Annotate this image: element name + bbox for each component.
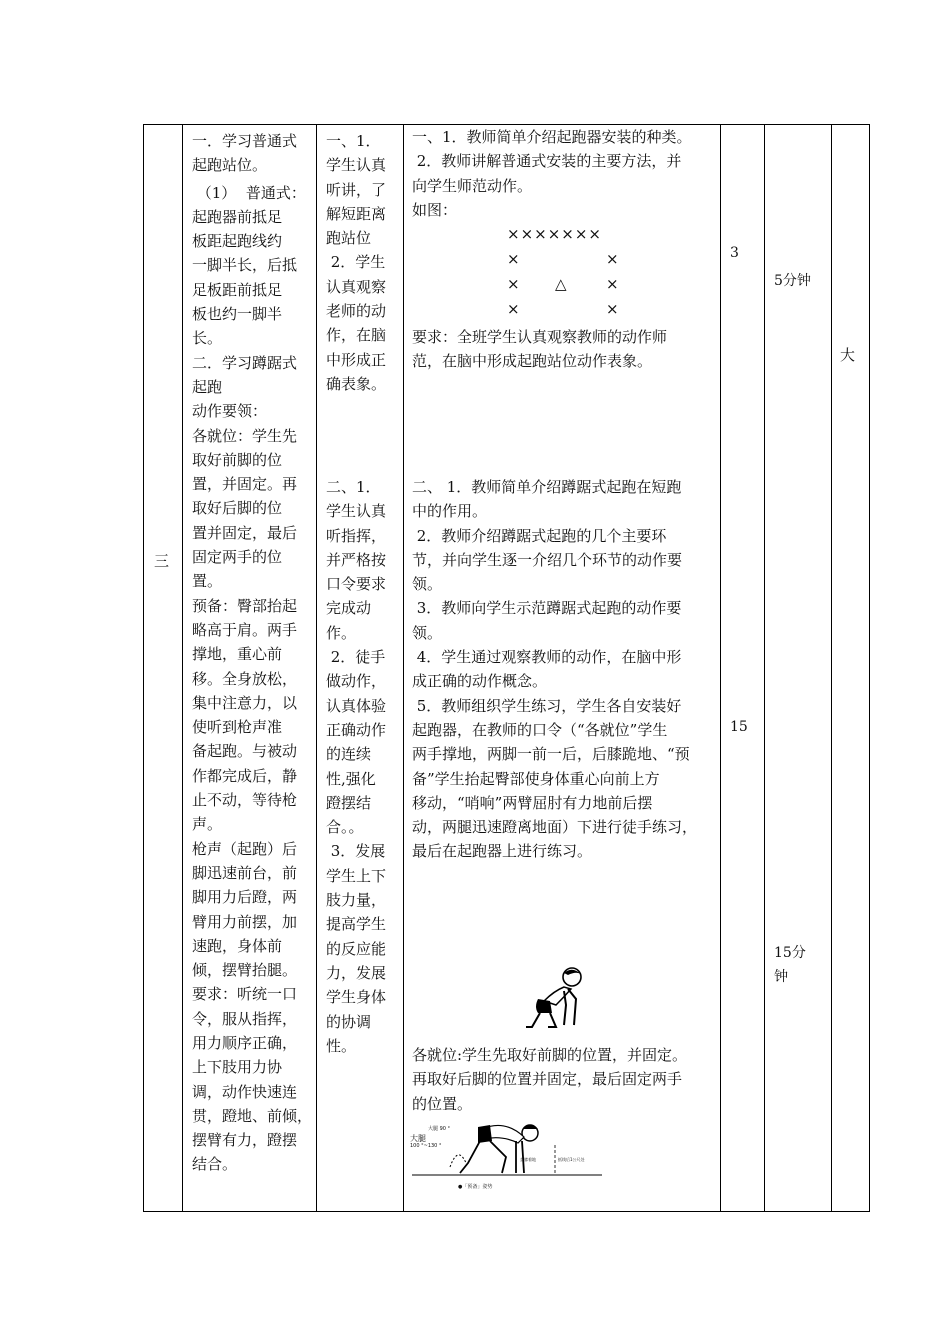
line: 性,强化 (326, 769, 376, 788)
line: 足板距前抵足 (192, 280, 283, 299)
teacher-part2 (412, 475, 720, 864)
duration-line: 15分 (774, 945, 806, 961)
line: 中形成正 (326, 350, 387, 369)
line: 备起跑。与被动 (192, 742, 298, 761)
fig-label: 100 °~130 ° (410, 1143, 442, 1149)
line: 肢力量， (326, 891, 387, 910)
line: 集中注意力，以 (192, 693, 298, 712)
on-your-marks-illustration (524, 965, 604, 1037)
line: 速跑，身体前 (192, 936, 283, 955)
line: 的反应能 (326, 939, 387, 958)
line: 性。 (326, 1036, 357, 1055)
formation-mark: × (507, 275, 520, 293)
line: 节，并向学生逐一介绍几个环节的动作要 (412, 550, 683, 569)
line: 各就位：学生先 (192, 426, 298, 445)
teacher-caption (412, 1043, 720, 1116)
line: 二．学习蹲踞式 (192, 353, 298, 372)
line: 贯，蹬地、前倾， (192, 1106, 313, 1125)
line: 的协调 (326, 1012, 372, 1031)
line: 动，两腿迅速蹬离地面）下进行徒手练习， (412, 818, 698, 837)
line: 使听到枪声准 (192, 718, 283, 737)
line: 枪声（起跑）后 (192, 839, 298, 858)
line: 解短距离 (326, 204, 387, 223)
line: 最后在起跑器上进行练习。 (412, 842, 593, 861)
duration-part2 (774, 941, 806, 989)
line: 撑地，重心前 (192, 645, 283, 664)
line: 脚迅速前台，前 (192, 863, 298, 882)
formation-mark: × (507, 250, 520, 268)
line: 预备：臀部抬起 (192, 596, 298, 615)
line: 口令要求 (326, 575, 387, 594)
line: 范，在脑中形成起跑站位动作表象。 (412, 352, 653, 371)
line: 用力顺序正确， (192, 1033, 298, 1052)
line: 5．教师组织学生练习，学生各自安装好 (412, 696, 682, 715)
line: 取好后脚的位 (192, 499, 283, 518)
line: 的位置。 (412, 1094, 473, 1113)
student-part2 (326, 475, 406, 1058)
line: 学生上下 (326, 866, 387, 885)
line: 力，发展 (326, 963, 387, 982)
line: 领。 (412, 575, 443, 594)
line: 移动，“哨响”两臂屈肘有力地前后摆 (412, 793, 653, 812)
line: 声。 (192, 815, 223, 834)
line: 起跑器，在教师的口令（“各就位”学生 (412, 720, 668, 739)
line: 学生认真 (326, 502, 387, 521)
line: 蹬摆结 (326, 793, 372, 812)
line: 并严格按 (326, 550, 387, 569)
line: 略高于肩。两手 (192, 620, 298, 639)
line: 一、1． (326, 132, 381, 150)
column-divider (720, 125, 721, 1211)
line: 3．发展 (326, 842, 386, 861)
line: 臂用力前摆，加 (192, 912, 298, 931)
line: 合。。 (326, 818, 364, 837)
line: 听指挥， (326, 526, 387, 545)
line: 4．学生通过观察教师的动作，在脑中形 (412, 648, 682, 667)
line: 作。 (326, 623, 357, 642)
fig-label: 抵线后1公尺处 (558, 1157, 585, 1162)
line: 向学生师范动作。 (412, 176, 533, 195)
line: （1） 普通式： (192, 183, 306, 202)
line: 如图： (412, 200, 458, 219)
formation-mark: × (606, 275, 619, 293)
line: 摆臂有力，蹬摆 (192, 1131, 298, 1150)
content-column (192, 129, 316, 1177)
line: 动作要领： (192, 402, 268, 421)
line: 一．学习普通式 (192, 132, 298, 150)
line: 板距起跑线约 (192, 232, 283, 251)
line: 固定两手的位 (192, 548, 283, 567)
line: 起跑站位。 (192, 156, 268, 175)
line: 调，动作快速连 (192, 1082, 298, 1101)
column-divider (831, 125, 832, 1211)
teacher-mark: △ (555, 275, 567, 293)
line: 结合。 (192, 1155, 238, 1174)
line: 要求：听统一口 (192, 985, 298, 1004)
content-part2 (192, 351, 316, 1177)
formation-mark: × (606, 250, 619, 268)
line: 置，并固定。再 (192, 475, 298, 494)
line: 学生身体 (326, 988, 387, 1007)
fig-label: 大腿 (410, 1134, 426, 1143)
line: 完成动 (326, 599, 372, 618)
line: 再取好后脚的位置并固定，最后固定两手 (412, 1070, 683, 1089)
line: 2．学生 (326, 253, 386, 272)
line: 各就位:学生先取好前脚的位置，并固定。 (412, 1046, 688, 1064)
section-number: 三 (154, 552, 170, 570)
set-position-diagram (410, 1115, 610, 1195)
line: 听讲，了 (326, 180, 387, 199)
line: 正确动作 (326, 720, 387, 739)
line: 2．教师讲解普通式安装的主要方法，并 (412, 152, 682, 171)
line: 止不动，等待枪 (192, 791, 298, 810)
teacher-part1 (412, 125, 720, 222)
duration-part1: 5分钟 (774, 273, 811, 289)
lesson-plan-table (143, 124, 870, 1212)
line: 二、 1．教师简单介绍蹲踞式起跑在短跑 (412, 478, 682, 496)
formation-mark: × (507, 300, 520, 318)
line: 一脚半长，后抵 (192, 256, 298, 275)
line: 3．教师向学生示范蹲踞式起跑的动作要 (412, 599, 682, 618)
line: 2．教师介绍蹲踞式起跑的几个主要环 (412, 526, 667, 545)
content-part1 (192, 129, 316, 351)
line: 2．徒手 (326, 648, 386, 667)
line: 要求：全班学生认真观察教师的动作师 (412, 328, 668, 346)
line: 移。全身放松， (192, 669, 298, 688)
line: 取好前脚的位 (192, 450, 283, 469)
count-part1: 3 (730, 245, 739, 261)
line: 置并固定，最后 (192, 523, 298, 542)
line: 倾，摆臂抬腿。 (192, 961, 298, 980)
line: 一、1．教师简单介绍起跑器安装的种类。 (412, 128, 692, 146)
line: 两手撑地，两脚一前一后，后膝跪地、“预 (412, 745, 690, 764)
teacher-requirement (412, 325, 720, 374)
line: 领。 (412, 623, 443, 642)
column-divider (182, 125, 183, 1211)
column-divider (316, 125, 317, 1211)
student-part1 (326, 129, 406, 396)
line: 长。 (192, 329, 223, 348)
line: 的连续 (326, 745, 372, 764)
line: 令，服从指挥， (192, 1009, 298, 1028)
line: 上下肢用力协 (192, 1058, 283, 1077)
formation-mark: × (606, 300, 619, 318)
formation-diagram (412, 225, 720, 325)
line: 学生认真 (326, 156, 387, 175)
fig-label: 直膝着地 (520, 1157, 536, 1162)
column-divider (764, 125, 765, 1211)
line: 提高学生 (326, 915, 387, 934)
line: 认真观察 (326, 277, 387, 296)
count-part2: 15 (730, 719, 748, 735)
line: 脚用力后蹬，两 (192, 888, 298, 907)
line: 中的作用。 (412, 502, 488, 521)
line: 确表象。 (326, 374, 387, 393)
line: 起跑 (192, 377, 223, 396)
line: 起跑器前抵足 (192, 207, 283, 226)
line: 成正确的动作概念。 (412, 672, 548, 691)
line: 认真体验 (326, 696, 387, 715)
line: 板也约一脚半 (192, 305, 283, 324)
figure-caption: ●「预备」姿势 (458, 1184, 493, 1190)
duration-line: 钟 (774, 969, 788, 985)
line: 跑站位 (326, 229, 372, 248)
line: 作都完成后，静 (192, 766, 298, 785)
line: 置。 (192, 572, 223, 591)
line: 备”学生抬起臀部使身体重心向前上方 (412, 769, 660, 788)
line: 二、1． (326, 478, 381, 496)
formation-row: ××××××× (507, 225, 602, 243)
intensity: 大 (840, 346, 856, 364)
line: 做动作， (326, 672, 387, 691)
line: 老师的动 (326, 302, 387, 321)
line: 作，在脑 (326, 326, 387, 345)
fig-label: 大腿 90 ° (428, 1126, 451, 1132)
